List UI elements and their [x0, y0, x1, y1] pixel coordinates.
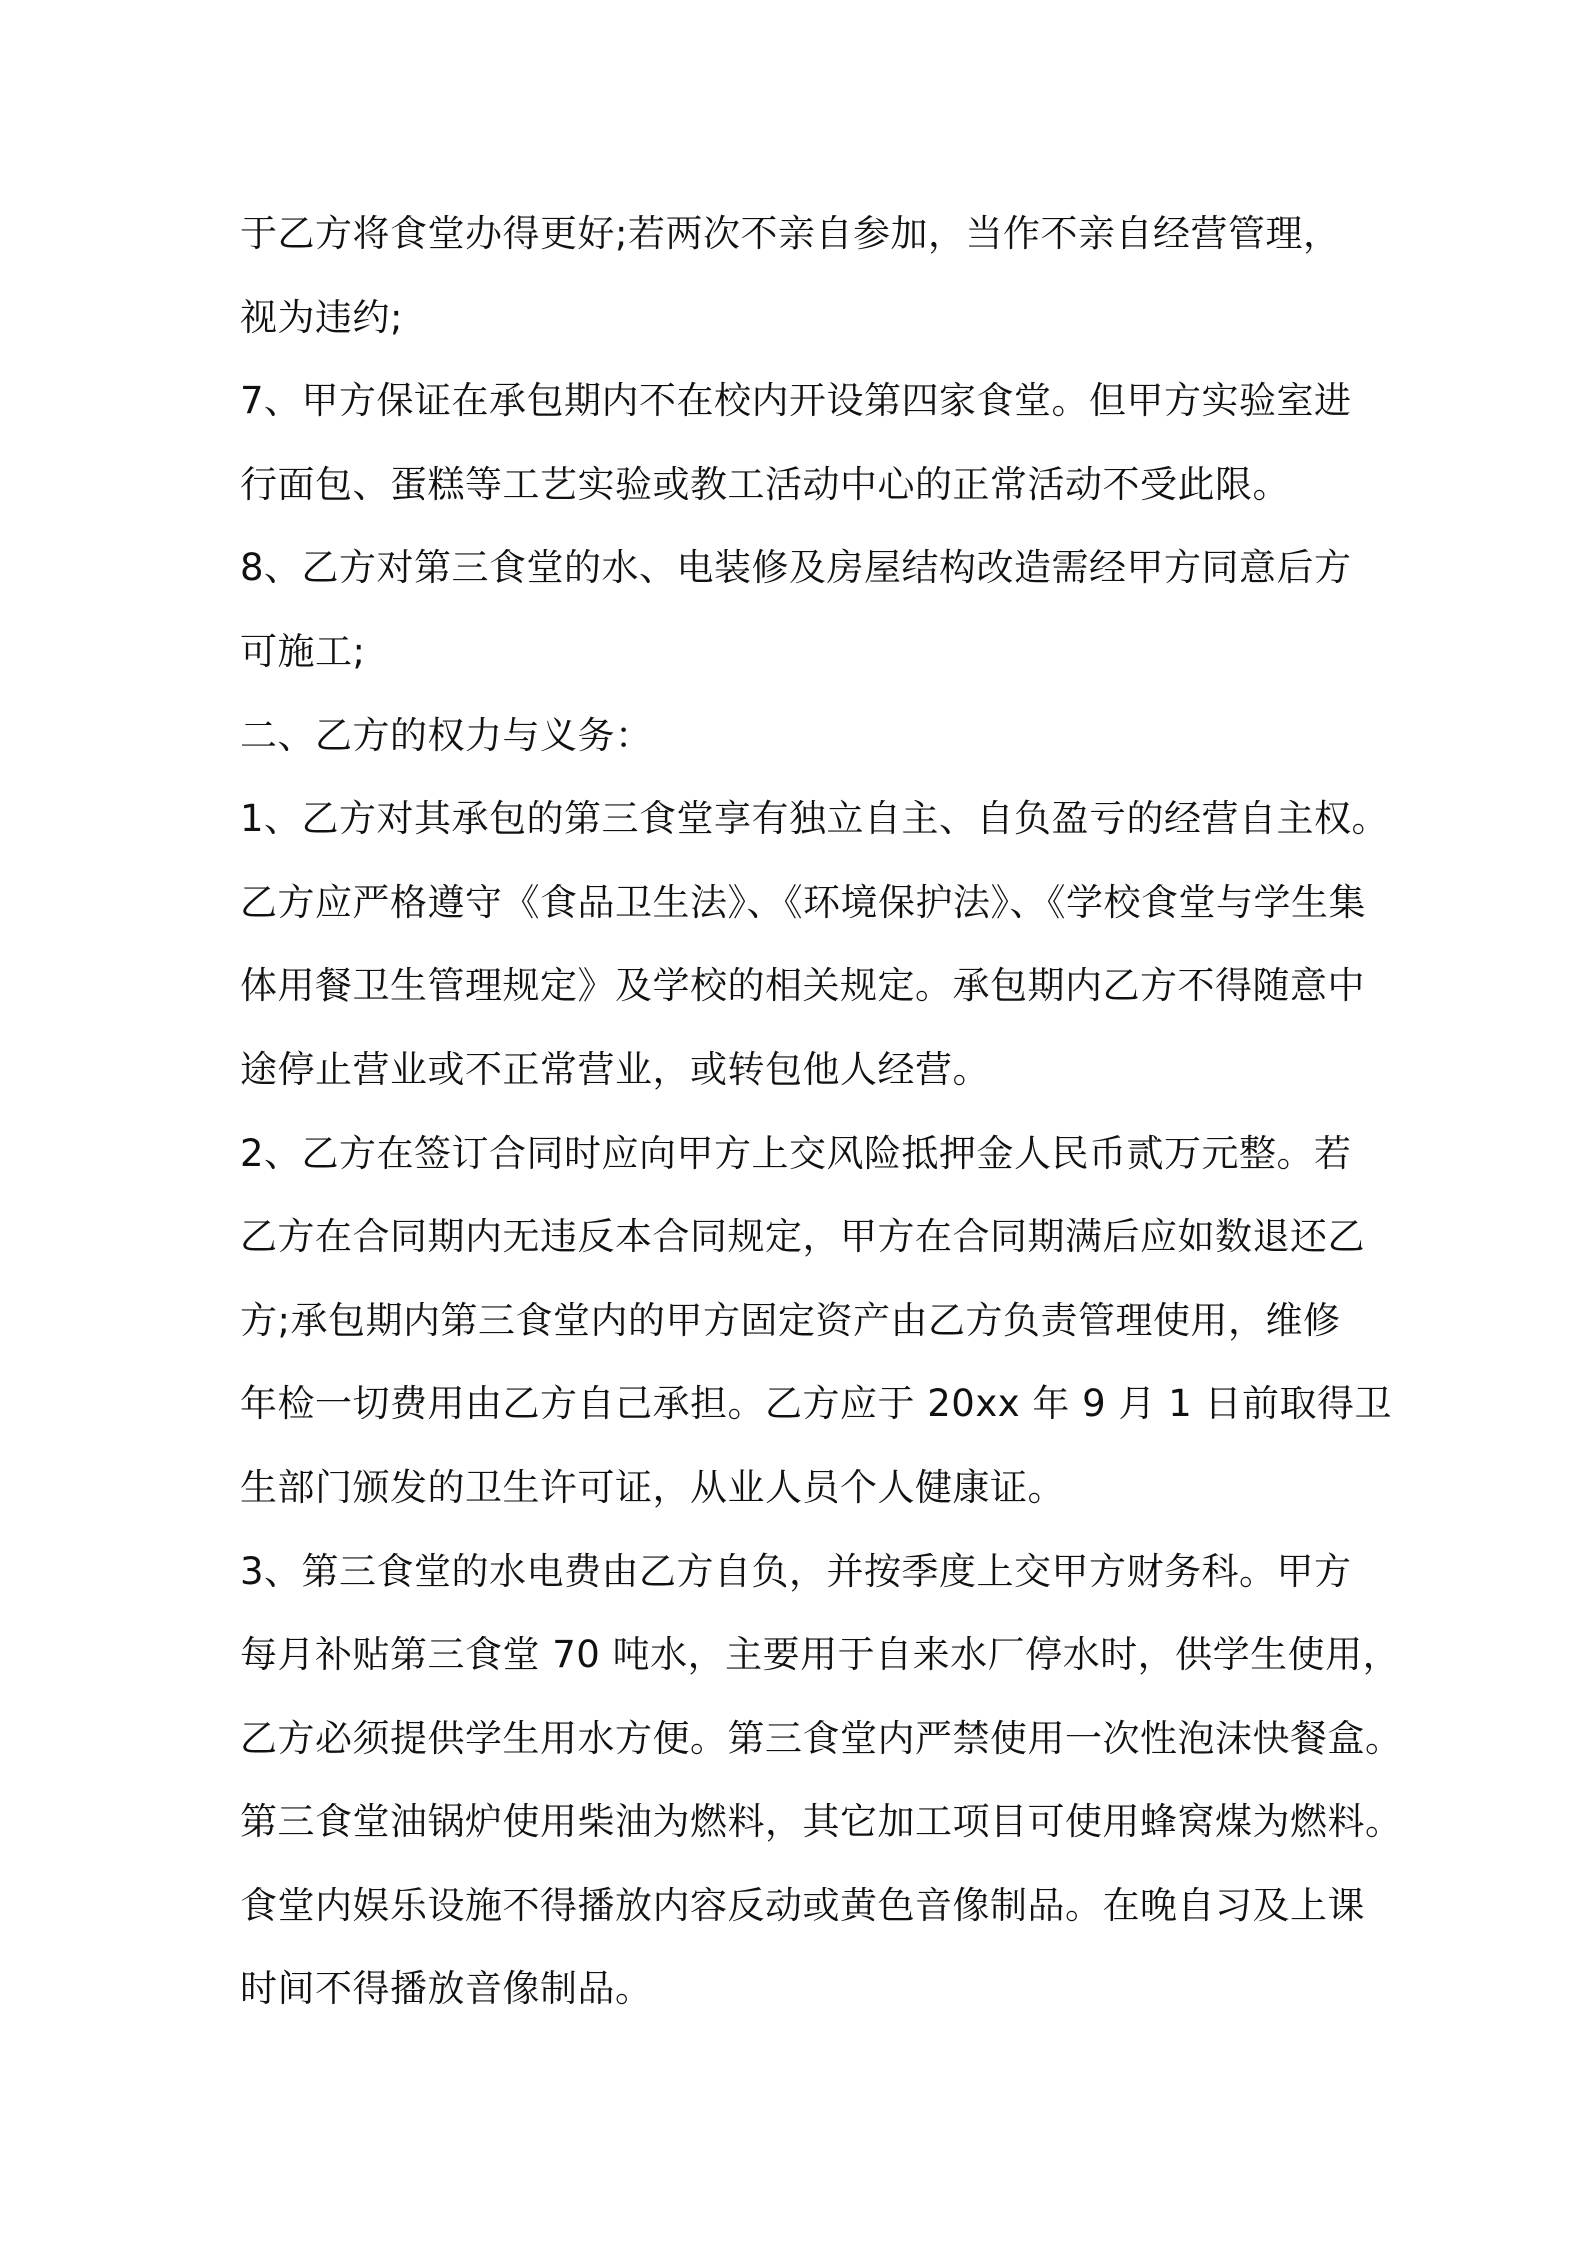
text-line: 乙方应严格遵守《食品卫生法》、《环境保护法》、《学校食堂与学生集: [240, 880, 1366, 924]
text-line: 1、乙方对其承包的第三食堂享有独立自主、自负盈亏的经营自主权。: [240, 797, 1390, 841]
text-line: 方;承包期内第三食堂内的甲方固定资产由乙方负责管理使用，维修: [240, 1298, 1341, 1342]
text-line: 时间不得播放音像制品。: [240, 1967, 653, 2011]
document-body: [240, 192, 1403, 2031]
text-line: 食堂内娱乐设施不得播放内容反动或黄色音像制品。在晚自习及上课: [240, 1883, 1365, 1927]
text-line: 生部门颁发的卫生许可证，从业人员个人健康证。: [240, 1465, 1065, 1509]
text-line: 于乙方将食堂办得更好;若两次不亲自参加，当作不亲自经营管理，: [240, 212, 1341, 255]
text-line: 2、乙方在签订合同时应向甲方上交风险抵押金人民币贰万元整。若: [240, 1131, 1352, 1175]
text-line: 体用餐卫生管理规定》及学校的相关规定。承包期内乙方不得随意中: [240, 964, 1365, 1008]
text-line: 乙方在合同期内无违反本合同规定，甲方在合同期满后应如数退还乙: [240, 1215, 1365, 1259]
text-line: 可施工;: [240, 629, 366, 673]
section-heading: 二、乙方的权力与义务：: [240, 713, 653, 757]
text-line: 8、乙方对第三食堂的水、电装修及房屋结构改造需经甲方同意后方: [240, 546, 1352, 590]
text-line: 乙方必须提供学生用水方便。第三食堂内严禁使用一次性泡沫快餐盒。: [240, 1716, 1403, 1760]
text-line: 视为违约;: [240, 295, 403, 339]
text-line: 行面包、蛋糕等工艺实验或教工活动中心的正常活动不受此限。: [240, 462, 1290, 506]
text-line: 第三食堂油锅炉使用柴油为燃料，其它加工项目可使用蜂窝煤为燃料。: [240, 1800, 1403, 1844]
text-line: 3、第三食堂的水电费由乙方自负，并按季度上交甲方财务科。甲方: [240, 1549, 1352, 1593]
text-line: 途停止营业或不正常营业，或转包他人经营。: [240, 1047, 990, 1091]
text-line: 年检一切费用由乙方自己承担。乙方应于 20xx 年 9 月 1 日前取得卫: [240, 1382, 1393, 1426]
text-line: 每月补贴第三食堂 70 吨水，主要用于自来水厂停水时，供学生使用，: [240, 1633, 1401, 1677]
text-line: 7、甲方保证在承包期内不在校内开设第四家食堂。但甲方实验室进: [240, 379, 1352, 423]
